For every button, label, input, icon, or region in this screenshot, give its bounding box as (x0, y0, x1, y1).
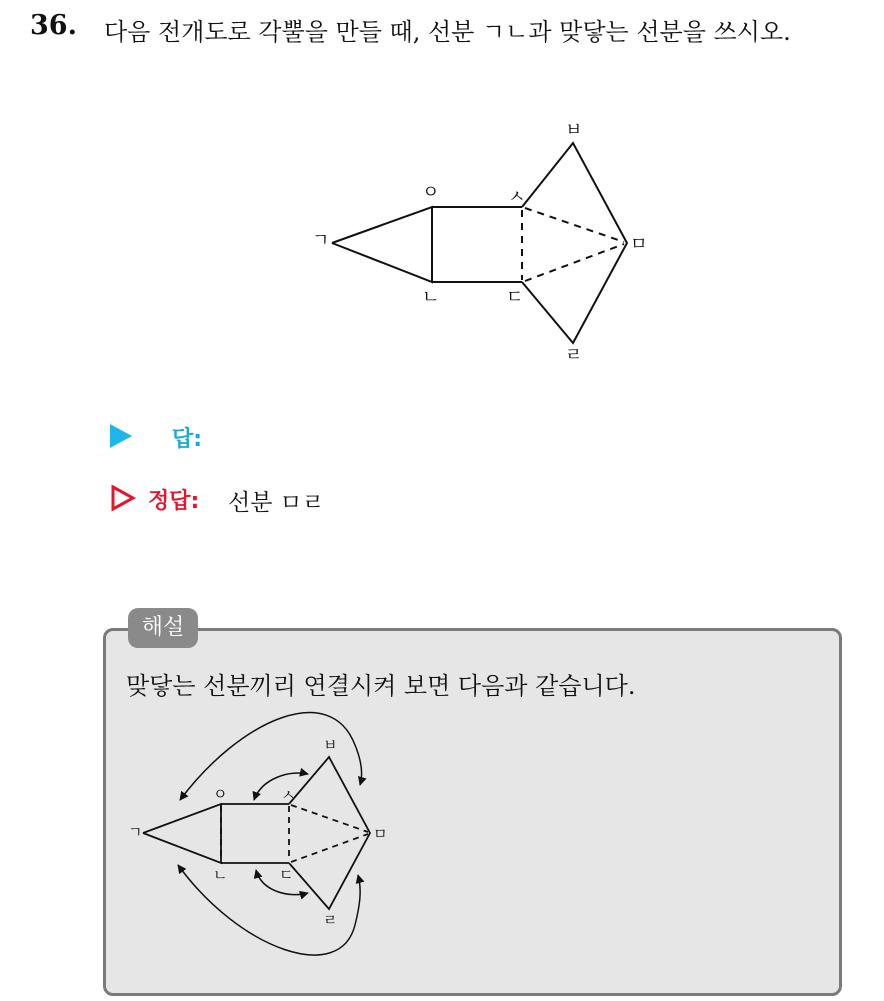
correct-answer-value: 선분 ㅁㄹ (228, 490, 325, 516)
label-d: ㄷ (506, 287, 524, 308)
label-b: ㅂ (565, 120, 583, 141)
label-g: ㄱ (312, 230, 330, 251)
net-figure (300, 110, 660, 375)
exp-label-m: ㅁ (373, 825, 388, 843)
question-number: 36. (30, 10, 77, 41)
explanation-text: 맞닿는 선분끼리 연결시켜 보면 다음과 같습니다. (126, 672, 636, 700)
exp-label-n: ㄴ (213, 866, 228, 884)
exp-label-d: ㄷ (279, 866, 294, 884)
exp-label-o: ㅇ (213, 785, 228, 803)
label-n: ㄴ (422, 287, 440, 308)
explanation-figure (120, 700, 400, 970)
label-o: ㅇ (422, 182, 440, 203)
label-m: ㅁ (630, 234, 648, 255)
label-s: ㅅ (508, 187, 526, 208)
label-r: ㄹ (565, 345, 583, 366)
answer-label: 답: (172, 427, 203, 452)
explanation-tab: 해설 (128, 608, 198, 648)
exp-label-r: ㄹ (323, 911, 338, 929)
question-text: 다음 전개도로 각뿔을 만들 때, 선분 ㄱㄴ과 맞닿는 선분을 쓰시오. (104, 18, 791, 46)
correct-answer-label: 정답: (148, 489, 200, 514)
play-triangle-icon (110, 424, 132, 448)
exp-label-b: ㅂ (323, 736, 338, 754)
outline-triangle-icon (110, 485, 136, 511)
exp-label-g: ㄱ (128, 823, 143, 841)
exp-label-s: ㅅ (281, 786, 296, 804)
